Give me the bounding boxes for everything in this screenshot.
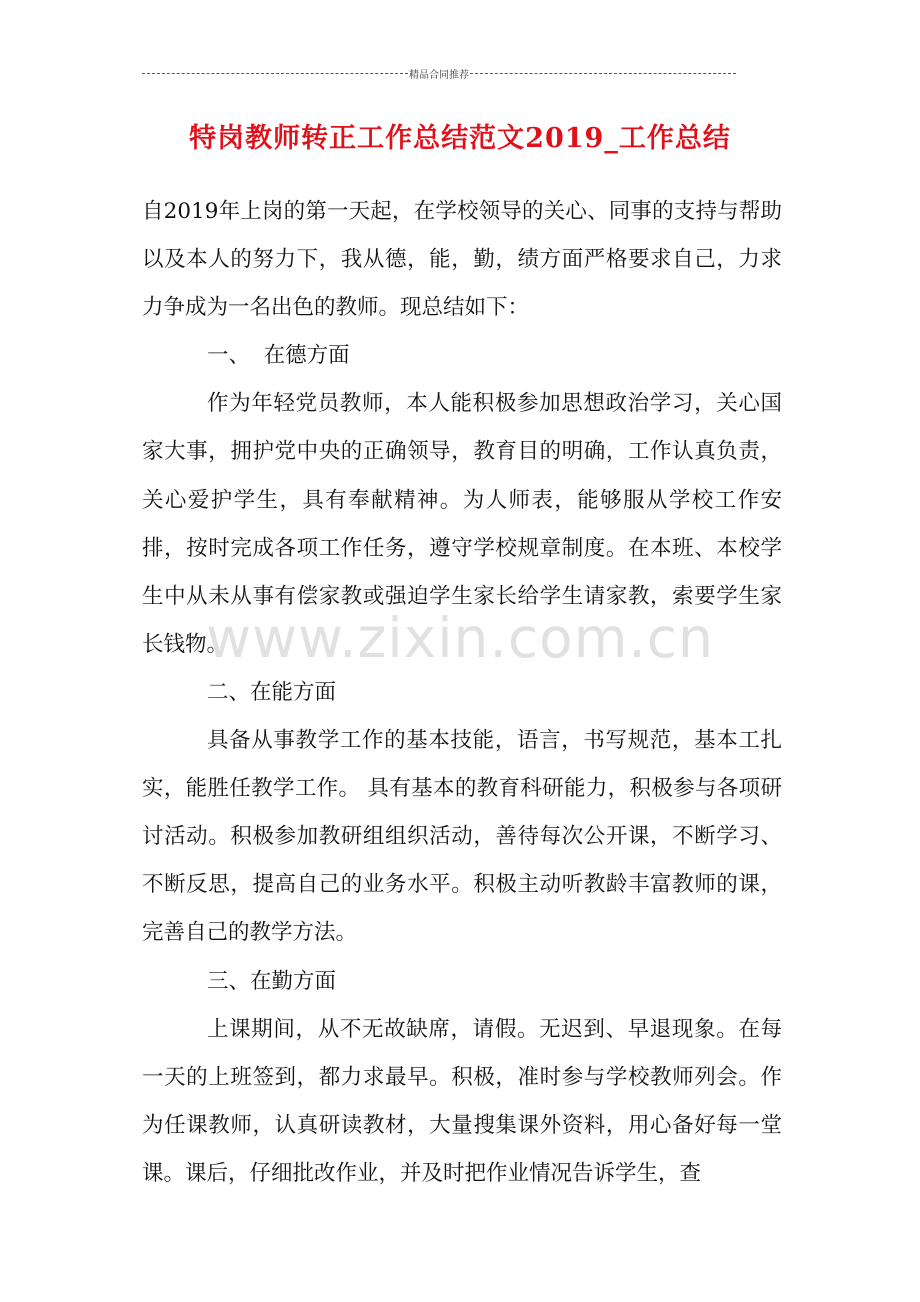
page-header [142, 62, 736, 84]
document-title: 特岗教师转正工作总结范文2019_工作总结 [189, 123, 731, 154]
diligence-paragraph: 上课期间，从不无故缺席，请假。无迟到、早退现象。在每一天的上班签到，都力求最早。积极，准时参与学校教师列会。作为任课教师，认真研读教材，大量搜集课外资料，用心备好每一堂课。课后，仔细批改作业，并及时把作业情况告诉学生，查 [142, 1016, 782, 1186]
section-heading-diligence: 三、在勤方面 [207, 968, 337, 994]
header-label: 精品合同推荐 [409, 69, 469, 81]
ability-paragraph: 具备从事教学工作的基本技能，语言，书写规范，基本工扎实，能胜任教学工作。 具有基本的教育科研能力，积极参与各项研讨活动。积极参加教研组组织活动，善待每次公开课，不断学习、不断反思，提高自己的业务水平。积极主动听教龄丰富教师的课，完善自己的教学方法。 [142, 728, 782, 946]
header-dash-left [142, 73, 408, 74]
document-body [142, 188, 782, 1198]
section-heading-virtue: 一、 在德方面 [207, 343, 350, 369]
section-heading-ability: 二、在能方面 [207, 679, 337, 705]
intro-paragraph: 自2019年上岗的第一天起，在学校领导的关心、同事的支持与帮助以及本人的努力下，我从德，能，勤，绩方面严格要求自己，力求力争成为一名出色的教师。现总结如下： [142, 199, 782, 321]
watermark: www.zixin.com.cn [206, 606, 714, 670]
virtue-paragraph: 作为年轻党员教师，本人能积极参加思想政治学习，关心国家大事，拥护党中央的正确领导，教育目的明确，工作认真负责，关心爱护学生，具有奉献精神。为人师表，能够服从学校工作安排，按时完成各项工作任务，遵守学校规章制度。在本班、本校学生中从未从事有偿家教或强迫学生家长给学生请家教，索要学生家长钱物。 [142, 391, 782, 657]
header-dash-right [470, 73, 736, 74]
